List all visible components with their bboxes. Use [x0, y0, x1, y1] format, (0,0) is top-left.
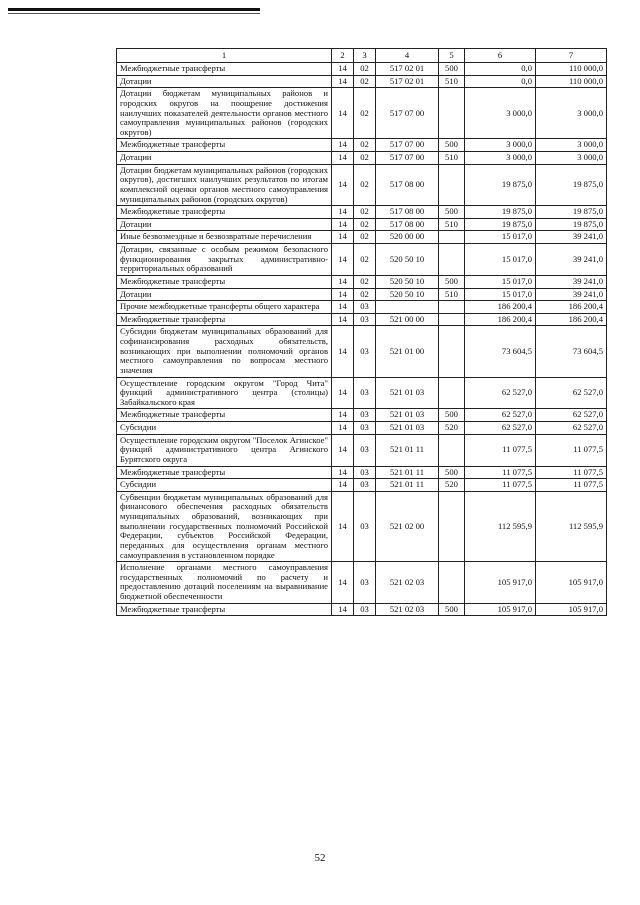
amount-col-6: 186 200,4	[465, 313, 536, 326]
amount-col-6: 105 917,0	[465, 562, 536, 604]
expense-type-code: 520	[439, 479, 465, 492]
amount-col-7: 110 000,0	[536, 75, 607, 88]
header-cell: 2	[332, 49, 354, 63]
table-row	[117, 63, 607, 76]
table-row	[117, 88, 607, 139]
row-name: Прочие межбюджетные трансферты общего характера	[117, 301, 332, 314]
expense-type-code: 500	[439, 275, 465, 288]
table-body	[117, 49, 607, 616]
subsection-code: 02	[354, 164, 376, 206]
amount-col-6: 19 875,0	[465, 218, 536, 231]
amount-col-6: 73 604,5	[465, 326, 536, 377]
amount-col-7: 39 241,0	[536, 288, 607, 301]
target-article-code: 517 07 00	[376, 152, 439, 165]
subsection-code: 02	[354, 218, 376, 231]
amount-col-6: 11 077,5	[465, 434, 536, 466]
subsection-code: 03	[354, 603, 376, 616]
target-article-code: 520 50 10	[376, 288, 439, 301]
section-code: 14	[332, 313, 354, 326]
table-row	[117, 231, 607, 244]
expense-type-code: 500	[439, 206, 465, 219]
amount-col-7: 39 241,0	[536, 244, 607, 276]
target-article-code: 521 00 00	[376, 313, 439, 326]
row-name: Дотации	[117, 288, 332, 301]
expense-type-code: 520	[439, 422, 465, 435]
expense-type-code	[439, 164, 465, 206]
amount-col-6: 62 527,0	[465, 409, 536, 422]
section-code: 14	[332, 326, 354, 377]
table-row	[117, 466, 607, 479]
target-article-code: 517 02 01	[376, 75, 439, 88]
section-code: 14	[332, 562, 354, 604]
expense-type-code	[439, 562, 465, 604]
subsection-code: 03	[354, 313, 376, 326]
row-name: Межбюджетные трансферты	[117, 603, 332, 616]
section-code: 14	[332, 275, 354, 288]
target-article-code: 517 08 00	[376, 164, 439, 206]
amount-col-6: 3 000,0	[465, 152, 536, 165]
amount-col-7: 186 200,4	[536, 313, 607, 326]
subsection-code: 02	[354, 88, 376, 139]
section-code: 14	[332, 63, 354, 76]
subsection-code: 02	[354, 206, 376, 219]
table-header-row	[117, 49, 607, 63]
amount-col-6: 15 017,0	[465, 288, 536, 301]
target-article-code: 517 08 00	[376, 206, 439, 219]
target-article-code: 520 50 10	[376, 275, 439, 288]
row-name: Дотации бюджетам муниципальных районов (городских округов), достигших наилучших результатов по итогам комплексной оценки органов местного самоуправления муниципальных районов (городских округов)	[117, 164, 332, 206]
amount-col-7: 62 527,0	[536, 409, 607, 422]
amount-col-7: 3 000,0	[536, 152, 607, 165]
section-code: 14	[332, 231, 354, 244]
target-article-code: 517 08 00	[376, 218, 439, 231]
amount-col-7: 19 875,0	[536, 206, 607, 219]
table-row	[117, 603, 607, 616]
amount-col-6: 11 077,5	[465, 466, 536, 479]
amount-col-7: 39 241,0	[536, 275, 607, 288]
amount-col-6: 3 000,0	[465, 139, 536, 152]
amount-col-7: 62 527,0	[536, 422, 607, 435]
amount-col-7: 3 000,0	[536, 88, 607, 139]
expense-type-code: 510	[439, 218, 465, 231]
target-article-code	[376, 301, 439, 314]
amount-col-6: 62 527,0	[465, 422, 536, 435]
header-cell: 7	[536, 49, 607, 63]
table-row	[117, 164, 607, 206]
section-code: 14	[332, 491, 354, 561]
row-name: Дотации, связанные с особым режимом безопасного функционирования закрытых административно-территориальных образований	[117, 244, 332, 276]
table-row	[117, 244, 607, 276]
target-article-code: 520 50 10	[376, 244, 439, 276]
subsection-code: 03	[354, 491, 376, 561]
section-code: 14	[332, 139, 354, 152]
page-number: 52	[314, 852, 326, 864]
amount-col-7: 11 077,5	[536, 434, 607, 466]
subsection-code: 02	[354, 75, 376, 88]
table-row	[117, 288, 607, 301]
amount-col-6: 112 595,9	[465, 491, 536, 561]
budget-table	[116, 48, 607, 616]
subsection-code: 03	[354, 422, 376, 435]
target-article-code: 517 07 00	[376, 88, 439, 139]
table-row	[117, 562, 607, 604]
table-row	[117, 377, 607, 409]
header-cell: 3	[354, 49, 376, 63]
amount-col-6: 15 017,0	[465, 244, 536, 276]
table-row	[117, 422, 607, 435]
target-article-code: 521 02 00	[376, 491, 439, 561]
amount-col-7: 62 527,0	[536, 377, 607, 409]
subsection-code: 03	[354, 562, 376, 604]
amount-col-7: 73 604,5	[536, 326, 607, 377]
amount-col-6: 62 527,0	[465, 377, 536, 409]
expense-type-code: 500	[439, 409, 465, 422]
amount-col-7: 39 241,0	[536, 231, 607, 244]
target-article-code: 517 02 01	[376, 63, 439, 76]
subsection-code: 02	[354, 231, 376, 244]
section-code: 14	[332, 75, 354, 88]
expense-type-code	[439, 88, 465, 139]
section-code: 14	[332, 206, 354, 219]
target-article-code: 521 02 03	[376, 562, 439, 604]
subsection-code: 03	[354, 377, 376, 409]
amount-col-6: 186 200,4	[465, 301, 536, 314]
target-article-code: 521 01 11	[376, 434, 439, 466]
subsection-code: 02	[354, 63, 376, 76]
amount-col-7: 105 917,0	[536, 603, 607, 616]
subsection-code: 02	[354, 275, 376, 288]
subsection-code: 03	[354, 301, 376, 314]
section-code: 14	[332, 218, 354, 231]
expense-type-code: 510	[439, 288, 465, 301]
section-code: 14	[332, 422, 354, 435]
expense-type-code: 500	[439, 139, 465, 152]
top-rule	[8, 8, 260, 11]
amount-col-7: 19 875,0	[536, 218, 607, 231]
subsection-code: 02	[354, 139, 376, 152]
header-cell: 5	[439, 49, 465, 63]
subsection-code: 03	[354, 466, 376, 479]
row-name: Субсидии	[117, 479, 332, 492]
subsection-code: 03	[354, 326, 376, 377]
amount-col-6: 15 017,0	[465, 275, 536, 288]
subsection-code: 03	[354, 409, 376, 422]
top-rule-thin	[8, 13, 260, 14]
expense-type-code	[439, 434, 465, 466]
section-code: 14	[332, 603, 354, 616]
amount-col-7: 11 077,5	[536, 479, 607, 492]
target-article-code: 521 01 03	[376, 409, 439, 422]
row-name: Межбюджетные трансферты	[117, 275, 332, 288]
row-name: Межбюджетные трансферты	[117, 63, 332, 76]
row-name: Исполнение органами местного самоуправления государственных полномочий по расчету и предоставлению дотаций поселениям на выравнивание бюджетной обеспеченности	[117, 562, 332, 604]
expense-type-code	[439, 301, 465, 314]
target-article-code: 521 02 03	[376, 603, 439, 616]
expense-type-code	[439, 491, 465, 561]
amount-col-7: 19 875,0	[536, 164, 607, 206]
table-row	[117, 434, 607, 466]
row-name: Межбюджетные трансферты	[117, 409, 332, 422]
row-name: Субвенции бюджетам муниципальных образований для финансового обеспечения расходных обязательств муниципальных образований, возникающих при выполнении государственных полномочий Российской Федерации, субъектов Российской Федерации, переданных для осуществления органам местного самоуправления в установленном порядке	[117, 491, 332, 561]
amount-col-6: 19 875,0	[465, 164, 536, 206]
expense-type-code	[439, 313, 465, 326]
amount-col-6: 15 017,0	[465, 231, 536, 244]
target-article-code: 520 00 00	[376, 231, 439, 244]
section-code: 14	[332, 88, 354, 139]
amount-col-7: 110 000,0	[536, 63, 607, 76]
expense-type-code: 500	[439, 63, 465, 76]
amount-col-7: 112 595,9	[536, 491, 607, 561]
subsection-code: 02	[354, 288, 376, 301]
section-code: 14	[332, 434, 354, 466]
target-article-code: 517 07 00	[376, 139, 439, 152]
table-row	[117, 275, 607, 288]
header-cell: 6	[465, 49, 536, 63]
amount-col-6: 0,0	[465, 75, 536, 88]
row-name: Осуществление городским округом "Город Чита" функций административного центра (столицы) Забайкальского края	[117, 377, 332, 409]
section-code: 14	[332, 301, 354, 314]
row-name: Дотации бюджетам муниципальных районов и городских округов на поощрение достижения наилучших показателей деятельности органов местного самоуправления муниципальных районов (городских округов)	[117, 88, 332, 139]
row-name: Осуществление городским округом "Поселок Агинское" функций административного центра Агинского Бурятского округа	[117, 434, 332, 466]
section-code: 14	[332, 479, 354, 492]
row-name: Межбюджетные трансферты	[117, 313, 332, 326]
amount-col-6: 11 077,5	[465, 479, 536, 492]
amount-col-6: 19 875,0	[465, 206, 536, 219]
table-row	[117, 301, 607, 314]
expense-type-code: 510	[439, 152, 465, 165]
table-row	[117, 409, 607, 422]
expense-type-code	[439, 244, 465, 276]
target-article-code: 521 01 03	[376, 377, 439, 409]
table-row	[117, 326, 607, 377]
table-row	[117, 152, 607, 165]
section-code: 14	[332, 466, 354, 479]
target-article-code: 521 01 03	[376, 422, 439, 435]
row-name: Межбюджетные трансферты	[117, 466, 332, 479]
section-code: 14	[332, 409, 354, 422]
row-name: Межбюджетные трансферты	[117, 206, 332, 219]
section-code: 14	[332, 152, 354, 165]
subsection-code: 02	[354, 152, 376, 165]
table-row	[117, 479, 607, 492]
section-code: 14	[332, 164, 354, 206]
amount-col-7: 186 200,4	[536, 301, 607, 314]
amount-col-7: 11 077,5	[536, 466, 607, 479]
expense-type-code	[439, 377, 465, 409]
section-code: 14	[332, 244, 354, 276]
expense-type-code: 500	[439, 466, 465, 479]
table-row	[117, 206, 607, 219]
table-row	[117, 218, 607, 231]
subsection-code: 03	[354, 434, 376, 466]
expense-type-code: 510	[439, 75, 465, 88]
row-name: Дотации	[117, 218, 332, 231]
subsection-code: 03	[354, 479, 376, 492]
section-code: 14	[332, 377, 354, 409]
amount-col-6: 105 917,0	[465, 603, 536, 616]
amount-col-6: 0,0	[465, 63, 536, 76]
row-name: Субсидии	[117, 422, 332, 435]
table-row	[117, 313, 607, 326]
row-name: Межбюджетные трансферты	[117, 139, 332, 152]
row-name: Иные безвозмездные и безвозвратные перечисления	[117, 231, 332, 244]
header-cell: 1	[117, 49, 332, 63]
expense-type-code	[439, 231, 465, 244]
table-row	[117, 75, 607, 88]
target-article-code: 521 01 11	[376, 466, 439, 479]
amount-col-7: 3 000,0	[536, 139, 607, 152]
row-name: Дотации	[117, 75, 332, 88]
header-cell: 4	[376, 49, 439, 63]
table-row	[117, 491, 607, 561]
row-name: Дотации	[117, 152, 332, 165]
target-article-code: 521 01 00	[376, 326, 439, 377]
expense-type-code	[439, 326, 465, 377]
subsection-code: 02	[354, 244, 376, 276]
amount-col-7: 105 917,0	[536, 562, 607, 604]
target-article-code: 521 01 11	[376, 479, 439, 492]
section-code: 14	[332, 288, 354, 301]
row-name: Субсидии бюджетам муниципальных образований для софинансирования расходных обязательств, возникающих при выполнении полномочий органов местного самоуправления по вопросам местного значения	[117, 326, 332, 377]
expense-type-code: 500	[439, 603, 465, 616]
table-row	[117, 139, 607, 152]
amount-col-6: 3 000,0	[465, 88, 536, 139]
